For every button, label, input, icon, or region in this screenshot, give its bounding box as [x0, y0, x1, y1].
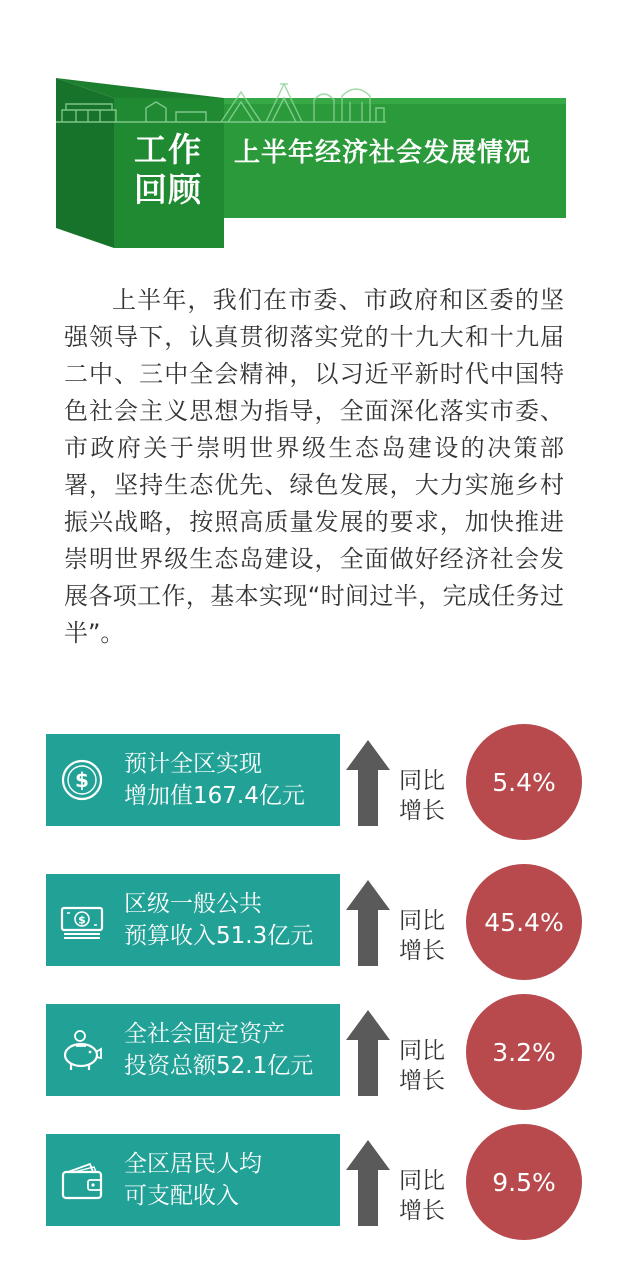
yoy-label — [399, 1166, 453, 1226]
yoy-line2: 增长 — [399, 938, 445, 964]
stat-label-line2: 增加值167.4亿元 — [124, 783, 305, 809]
yoy-line1: 同比 — [399, 1168, 445, 1194]
banknote-icon — [60, 898, 104, 942]
yoy-line1: 同比 — [399, 768, 445, 794]
svg-text:$: $ — [78, 913, 86, 927]
stat-label — [124, 748, 336, 812]
yoy-label — [399, 906, 453, 966]
up-arrow-icon — [346, 740, 390, 826]
piggy-bank-icon — [60, 1028, 104, 1072]
stat-box — [46, 1004, 340, 1096]
growth-rate-badge: 3.2% — [466, 994, 582, 1110]
page-title: 上半年经济社会发展情况 — [234, 138, 532, 168]
intro-paragraph: 上半年，我们在市委、市政府和区委的坚强领导下，认真贯彻落实党的十九大和十九届二中、三中全会精神，以习近平新时代中国特色社会主义思想为指导，全面深化落实市委、市政府关于崇明世界级生态岛建设的决策部署，坚持生态优先、绿色发展，大力实施乡村振兴战略，按照高质量发展的要求，加快推进崇明世界级生态岛建设，全面做好经济社会发展各项工作，基本实现“时间过半，完成任务过半”。 — [64, 286, 564, 647]
yoy-line2: 增长 — [399, 1068, 445, 1094]
banner-tag-line2: 回顾 — [134, 170, 202, 209]
up-arrow-icon — [346, 1140, 390, 1226]
stat-label-line2: 预算收入51.3亿元 — [124, 923, 314, 949]
growth-rate-badge: 45.4% — [466, 864, 582, 980]
growth-rate-badge: 9.5% — [466, 1124, 582, 1240]
stat-label — [124, 1018, 336, 1082]
dollar-coin-icon — [60, 758, 104, 802]
skyline-illustration — [56, 78, 386, 126]
up-arrow-icon — [346, 880, 390, 966]
svg-text:$: $ — [75, 768, 89, 792]
yoy-label — [399, 766, 453, 826]
stat-row-gdp — [0, 724, 622, 849]
stat-row-income — [0, 1124, 622, 1249]
stat-box — [46, 874, 340, 966]
stat-box — [46, 734, 340, 826]
stat-box — [46, 1134, 340, 1226]
stat-label-line1: 全区居民人均 — [124, 1151, 262, 1177]
stat-label-line1: 预计全区实现 — [124, 751, 262, 777]
stat-label-line1: 全社会固定资产 — [124, 1021, 285, 1047]
stat-row-budget — [0, 864, 622, 989]
yoy-line1: 同比 — [399, 908, 445, 934]
yoy-label — [399, 1036, 453, 1096]
wallet-icon — [60, 1158, 104, 1202]
banner-tag — [128, 130, 208, 210]
up-arrow-icon — [346, 1010, 390, 1096]
stat-label — [124, 1148, 336, 1212]
stat-label-line2: 投资总额52.1亿元 — [124, 1053, 314, 1079]
stat-row-investment — [0, 994, 622, 1119]
stat-label — [124, 888, 336, 952]
growth-rate-badge: 5.4% — [466, 724, 582, 840]
yoy-line1: 同比 — [399, 1038, 445, 1064]
banner-tag-line1: 工作 — [134, 130, 202, 169]
header-banner — [56, 78, 566, 248]
yoy-line2: 增长 — [399, 1198, 445, 1224]
stat-label-line2: 可支配收入 — [124, 1183, 239, 1209]
yoy-line2: 增长 — [399, 798, 445, 824]
stat-label-line1: 区级一般公共 — [124, 891, 262, 917]
